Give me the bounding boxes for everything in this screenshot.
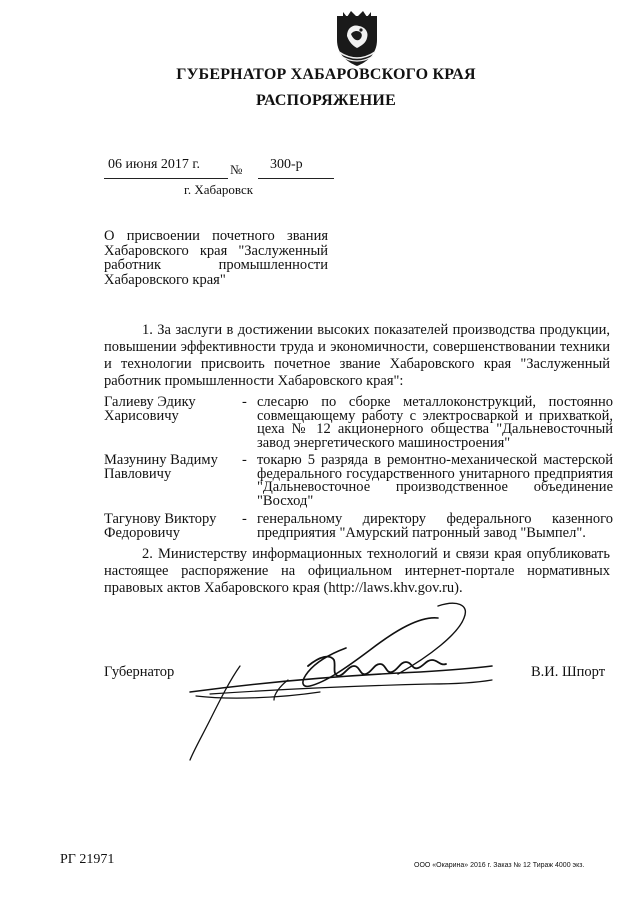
awardee-dash: - — [242, 394, 247, 410]
document-subject: О присвоении почетного звания Хабаровского края "Заслуженный работник промышленности Хабаровского края" — [104, 228, 328, 288]
khabarovsk-coat-of-arms-icon — [331, 8, 383, 68]
document-date: 06 июня 2017 г. — [108, 157, 201, 172]
date-underline — [104, 178, 228, 179]
signatory-name: В.И. Шпорт — [531, 664, 606, 680]
document-place: г. Хабаровск — [184, 182, 254, 197]
awardee-description: генеральному директору федерального казенного предприятия "Амурский патронный завод "Вымпел". — [257, 511, 613, 541]
awardee-name: Мазунину Вадиму Павловичу — [104, 452, 218, 482]
number-sign: № — [230, 162, 243, 177]
awardee-description: токарю 5 разряда в ремонтно-механической мастерской федерального государственного унитарного предприятия "Дальневосточное производственное объединение "Восход" — [257, 452, 613, 509]
issuer-title: ГУБЕРНАТОР ХАБАРОВСКОГО КРАЯ — [176, 66, 476, 83]
document-code: РГ 21971 — [60, 852, 115, 867]
number-underline — [258, 178, 334, 179]
awardee-name: Тагунову Виктору Федоровичу — [104, 511, 217, 541]
document-number: 300-р — [270, 157, 303, 172]
document-type: РАСПОРЯЖЕНИЕ — [256, 92, 396, 109]
awardee-name: Галиеву Эдику Харисовичу — [104, 394, 196, 424]
printer-imprint: ООО «Окарина» 2016 г. Заказ № 12 Тираж 4000 экз. — [414, 862, 585, 869]
awardee-dash: - — [242, 511, 247, 527]
clause-1 — [104, 322, 610, 390]
signatory-role: Губернатор — [104, 664, 175, 680]
awardee-dash: - — [242, 452, 247, 468]
handwritten-signature — [170, 596, 500, 766]
clause-2 — [104, 546, 610, 597]
clause-2-text: 2. Министерству информационных технологий и связи края опубликовать настоящее распоряжение на официальном интернет-портале нормативных правовых актов Хабаровского края (http://laws.khv.gov.ru). — [104, 546, 610, 596]
awardee-description: слесарю по сборке металлоконструкций, постоянно совмещающему работу с электросваркой и прихваткой, цеха № 12 акционерного общества "Дальневосточный завод энергетического машиностроения" — [257, 394, 613, 451]
clause-1-text: 1. За заслуги в достижении высоких показателей производства продукции, повышении эффективности труда и экономичности, совершенствовании техники и технологии присвоить почетное звание Хабаровского края "Заслуженный работник промышленности Хабаровского края": — [104, 322, 610, 389]
